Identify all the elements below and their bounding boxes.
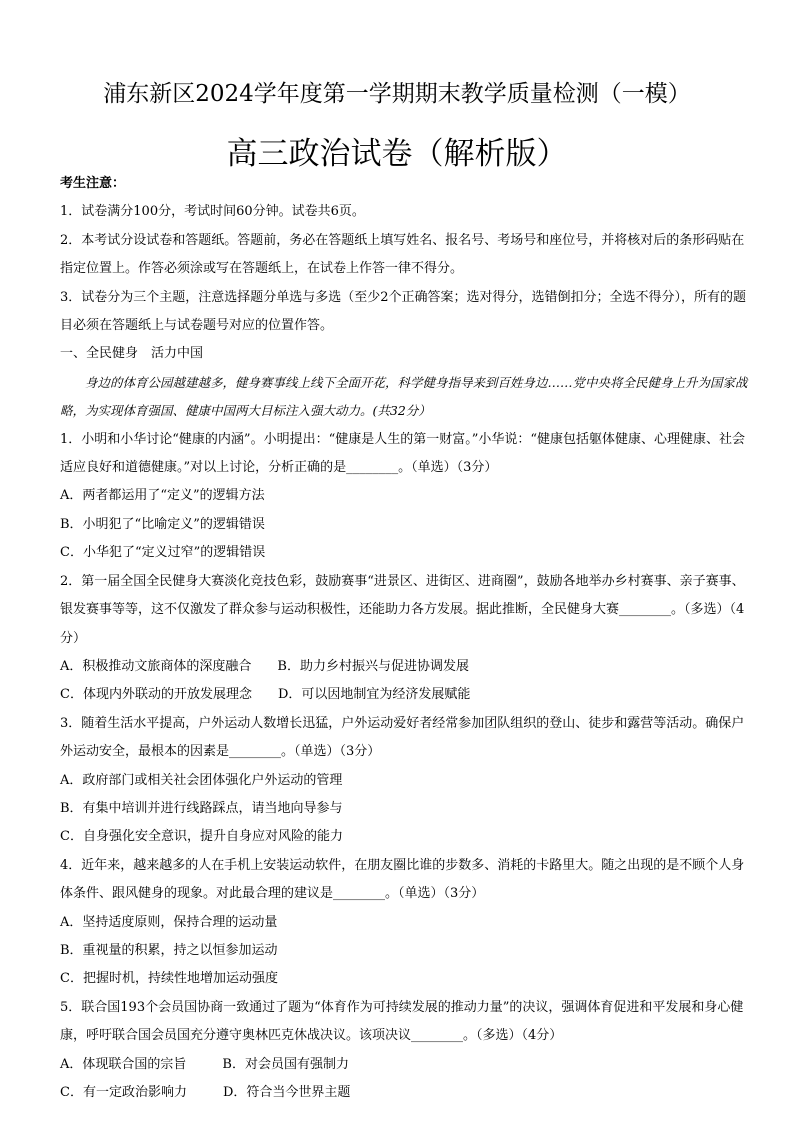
question-2-options-row-2	[60, 681, 754, 709]
exam-title: 浦东新区2024学年度第一学期期末教学质量检测（一模）	[103, 81, 691, 107]
question-3-option-c: C．自身强化安全意识，提升自身应对风险的能力	[60, 829, 343, 845]
question-5-option-c: C．有一定政治影响力	[60, 1085, 187, 1100]
question-2-option-a: A．积极推动文旅商体的深度融合	[60, 658, 252, 674]
question-5-option-a: A．体现联合国的宗旨	[60, 1056, 187, 1072]
exam-body	[60, 170, 754, 1107]
question-4-stem: 4．近年来，越来越多的人在手机上安装运动软件，在朋友圈比谁的步数多、消耗的卡路里大。随之出现的是不顾个人身体条件、跟风健身的现象。对此最合理的建议是________。（单选）（3分）	[60, 857, 745, 902]
question-5-option-d: D．符合当今世界主题	[222, 1085, 351, 1100]
question-5-options-row-1	[60, 1051, 754, 1079]
question-1-option-b: B．小明犯了“比喻定义”的逻辑错误	[60, 516, 265, 532]
notice-item-1: 1．试卷满分100分，考试时间60分钟。试卷共6页。	[60, 204, 365, 220]
question-4-option-b: B．重视量的积累，持之以恒参加运动	[60, 942, 278, 958]
question-3-option-a: A．政府部门或相关社会团体强化户外运动的管理	[60, 772, 343, 788]
question-3-option-b: B．有集中培训并进行线路踩点，请当地向导参与	[60, 800, 343, 816]
notice-item-2: 2．本考试分设试卷和答题纸。答题前，务必在答题纸上填写姓名、报名号、考场号和座位号，并将核对后的条形码贴在指定位置上。作答必须涂或写在答题纸上，在试卷上作答一律不得分。	[60, 232, 745, 277]
question-2-option-c: C．体现内外联动的开放发展理念	[60, 687, 252, 703]
question-1-stem: 1．小明和小华讨论“健康的内涵”。小明提出：“健康是人生的第一财富。”小华说：“健康包括躯体健康、心理健康、社会适应良好和道德健康。”对以上讨论，分析正确的是________。（单选）（3分）	[60, 431, 746, 476]
question-4-option-c: C．把握时机，持续性地增加运动强度	[60, 971, 278, 987]
notice-item-3: 3．试卷分为三个主题，注意选择题分单选与多选（至少2个正确答案；选对得分，选错倒扣分；全选不得分），所有的题目必须在答题纸上与试卷题号对应的位置作答。	[60, 289, 747, 334]
question-1-option-c: C．小华犯了“定义过窄”的逻辑错误	[60, 545, 266, 561]
question-5-stem: 5．联合国193个会员国协商一致通过了题为“体育作为可持续发展的推动力量”的决议，强调体育促进和平发展和身心健康，呼吁联合国会员国充分遵守奥林匹克休战决议。该项决议________。（多选）（4分）	[60, 999, 744, 1044]
question-4-option-a: A．坚持适度原则，保持合理的运动量	[60, 914, 278, 930]
question-5-options-row-2	[60, 1079, 754, 1107]
exam-subtitle: 高三政治试卷（解析版）	[226, 136, 568, 172]
section-intro: 身边的体育公园越建越多，健身赛事线上线下全面开花，科学健身指导来到百姓身边……党中央将全民健身上升为国家战略，为实现体育强国、健康中国两大目标注入强大动力。(共32分）	[60, 374, 748, 419]
notice-heading: 考生注意：	[60, 176, 126, 191]
question-1-option-a: A．两者都运用了“定义”的逻辑方法	[60, 488, 265, 504]
question-2-option-d: D．可以因地制宜为经济发展赋能	[277, 687, 471, 703]
question-5-option-b: B．对会员国有强制力	[222, 1056, 349, 1072]
question-2-option-b: B．助力乡村振兴与促进协调发展	[277, 658, 469, 674]
section-title: 一、全民健身 活力中国	[60, 346, 204, 362]
question-2-stem: 2．第一届全国全民健身大赛淡化竞技色彩，鼓励赛事“进景区、进街区、进商圈”，鼓励各地举办乡村赛事、亲子赛事、银发赛事等等，这不仅激发了群众参与运动积极性，还能助力各方发展。据此推断，全民健身大赛________。（多选）（4分）	[60, 573, 745, 646]
question-3-stem: 3．随着生活水平提高，户外运动人数增长迅猛，户外运动爱好者经常参加团队组织的登山、徒步和露营等活动。确保户外运动安全，最根本的因素是________。（单选）（3分）	[60, 715, 745, 760]
question-2-options-row-1	[60, 653, 754, 681]
